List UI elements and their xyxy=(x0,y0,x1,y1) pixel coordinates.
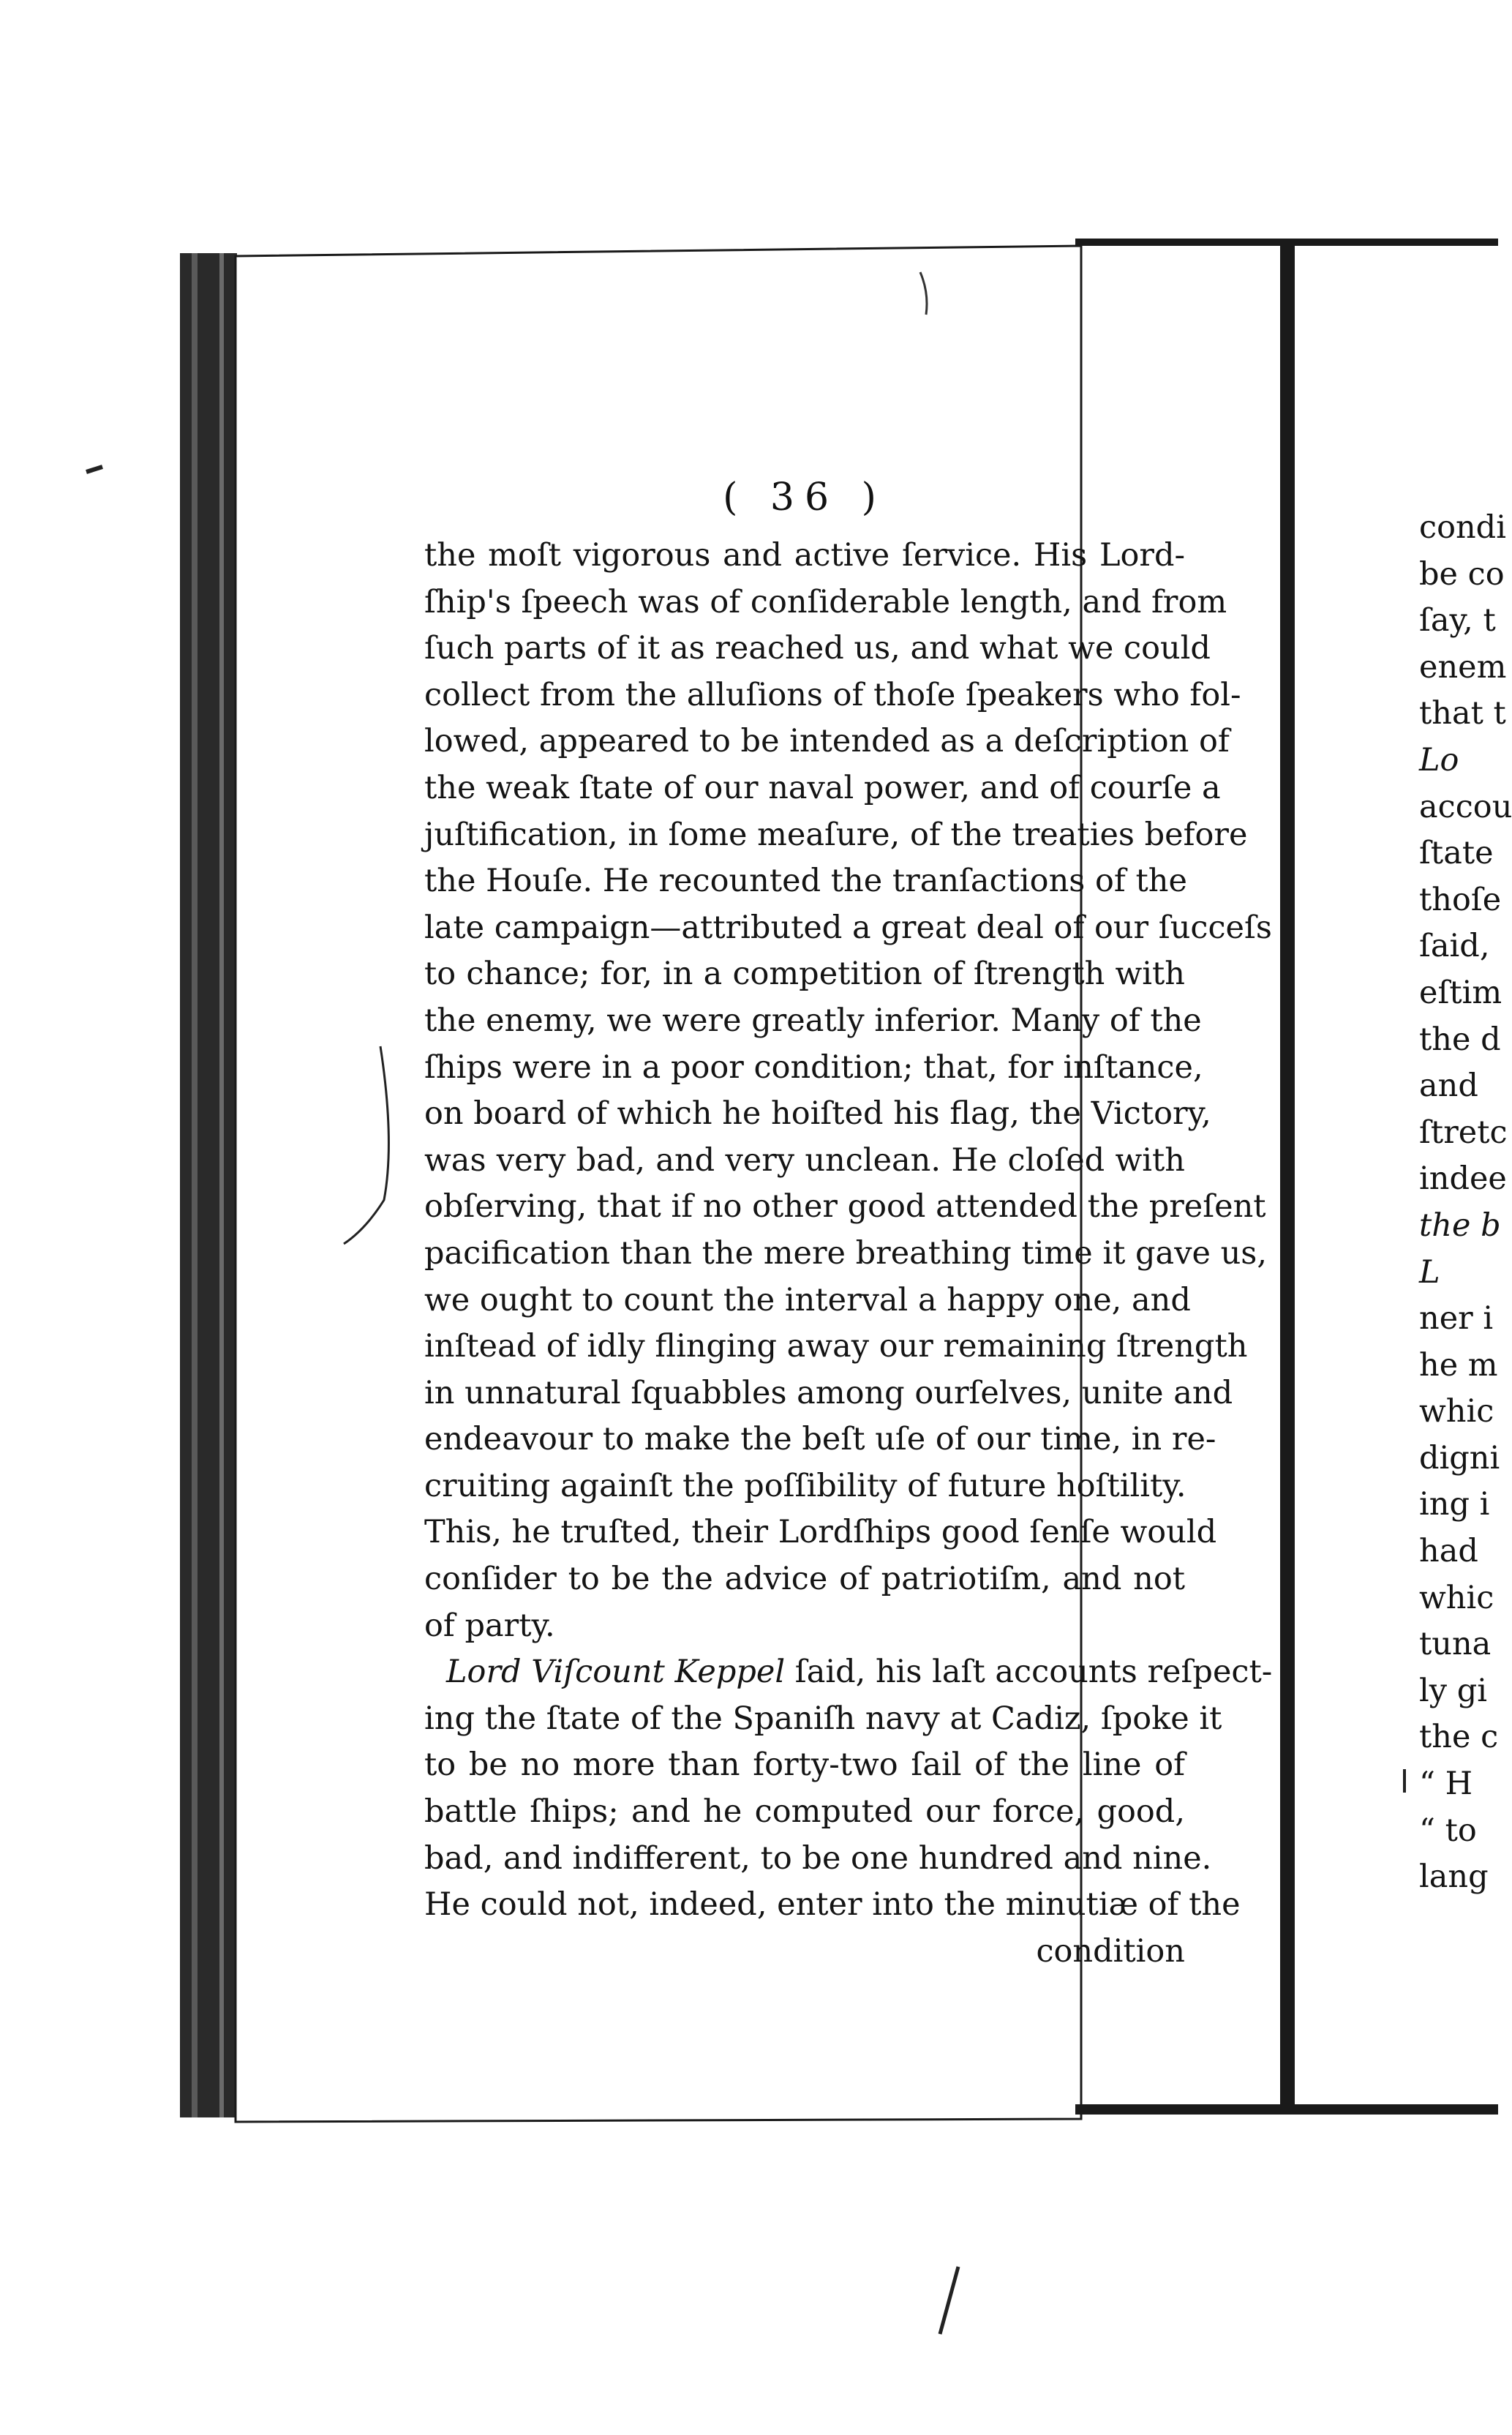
book-spine-edge xyxy=(180,253,237,2117)
text-line: cruiting againſt the poſſibility of future hoſtility. xyxy=(424,1467,1186,1504)
book-spine-edge-highlight xyxy=(192,253,198,2117)
text-line: lowed, appeared to be intended as a deſcription of xyxy=(424,723,1230,760)
facing-fragment: ſtate xyxy=(1419,835,1494,872)
facing-fragment: condi xyxy=(1419,509,1506,546)
facing-fragment: whic xyxy=(1419,1393,1494,1430)
facing-fragment: ſay, t xyxy=(1419,602,1496,639)
facing-fragment: ſaid, xyxy=(1419,928,1490,965)
text-line: battle ſhips; and he computed our force, good, xyxy=(424,1793,1185,1831)
text-line: to be no more than forty-two ſail of the line of xyxy=(424,1746,1185,1784)
text-line: obſerving, that if no other good attended the preſent xyxy=(424,1188,1266,1226)
text-line: conſider to be the advice of patriotiſm, and not xyxy=(424,1561,1185,1598)
facing-fragment: ner i xyxy=(1419,1300,1494,1337)
text-line: He could not, indeed, enter into the minutiæ of the xyxy=(424,1886,1241,1924)
facing-fragment: L xyxy=(1419,1253,1440,1291)
catchword: condition xyxy=(1036,1932,1185,1970)
paragraph-two-first-line xyxy=(424,1649,1273,1696)
left-page-text xyxy=(424,476,1273,1975)
text-line: was very bad, and very unclean. He cloſed with xyxy=(424,1141,1185,1179)
speaker-name: Lord Viſcount Keppel xyxy=(446,1654,786,1691)
facing-fragment: had xyxy=(1419,1533,1478,1570)
facing-fragment: enem xyxy=(1419,648,1507,686)
paragraph-one xyxy=(424,533,1272,1649)
paragraph-two xyxy=(424,1696,1241,1929)
text-line: to chance; for, in a competition of ſtrength with xyxy=(424,956,1185,993)
facing-fragment: indee xyxy=(1419,1160,1507,1198)
facing-fragment: and xyxy=(1419,1068,1478,1105)
text-line: late campaign—attributed a great deal of our ſucceſs xyxy=(424,909,1272,946)
text-line: in unnatural ſquabbles among ourſelves, unite and xyxy=(424,1374,1233,1411)
facing-fragment: tuna xyxy=(1419,1626,1492,1663)
book-spine-edge-shade xyxy=(219,253,224,2117)
facing-fragment: whic xyxy=(1419,1579,1494,1616)
gutter-shadow xyxy=(1280,241,1295,2112)
text-line: we ought to count the interval a happy one, and xyxy=(424,1281,1191,1318)
text-line: ſhips were in a poor condition; that, for inſtance, xyxy=(424,1048,1203,1086)
facing-fragment: be co xyxy=(1419,555,1505,593)
facing-fragment: that t xyxy=(1419,695,1506,732)
facing-fragment: digni xyxy=(1419,1439,1500,1477)
text-line: ſuch parts of it as reached us, and what we could xyxy=(424,630,1211,667)
facing-fragment: he m xyxy=(1419,1346,1498,1384)
right-page-bottom-edge xyxy=(1075,2104,1498,2115)
facing-fragment: the d xyxy=(1419,1021,1501,1058)
facing-fragment: “ H xyxy=(1419,1766,1473,1803)
facing-fragment: accou xyxy=(1419,788,1512,825)
text-line: inſtead of idly flinging away our remaining ſtrength xyxy=(424,1328,1248,1365)
text-line: This, he truſted, their Lordſhips good ſenſe would xyxy=(424,1514,1217,1551)
facing-fragment: ſtretc xyxy=(1419,1114,1508,1151)
text-line: bad, and indifferent, to be one hundred and nine. xyxy=(424,1839,1212,1877)
text-line: on board of which he hoiſted his flag, the Victory, xyxy=(424,1095,1211,1133)
text-line: ſhip's ſpeech was of conſiderable length, and from xyxy=(424,583,1227,620)
facing-fragment: lang xyxy=(1419,1858,1489,1896)
facing-fragment: thoſe xyxy=(1419,881,1502,918)
facing-page-fragments xyxy=(1419,505,1512,1901)
text-line: collect from the alluſions of thoſe ſpeakers who fol- xyxy=(424,676,1241,713)
text-line: the weak ſtate of our naval power, and of courſe a xyxy=(424,769,1221,806)
text-line: the enemy, we were greatly inferior. Many of the xyxy=(424,1002,1202,1039)
facing-fragment: eſtim xyxy=(1419,974,1502,1011)
facing-fragment: the c xyxy=(1419,1719,1499,1756)
facing-fragment: ing i xyxy=(1419,1486,1490,1523)
text-line: endeavour to make the beſt uſe of our time, in re- xyxy=(424,1421,1216,1458)
text-line: pacification than the mere breathing time it gave us, xyxy=(424,1234,1268,1272)
page-number: ( 36 ) xyxy=(723,476,887,519)
text-line: the Houſe. He recounted the tranſactions of the xyxy=(424,863,1187,900)
facing-fragment: “ to xyxy=(1419,1812,1477,1849)
facing-fragment: the b xyxy=(1419,1207,1501,1244)
text-line: of party. xyxy=(424,1607,555,1644)
text-line: ing the ſtate of the Spaniſh navy at Cadiz, ſpoke it xyxy=(424,1700,1222,1737)
paragraph-two-first-line-text: ſaid, his laſt accounts reſpect- xyxy=(785,1654,1273,1691)
text-line: juſtification, in ſome meaſure, of the treaties before xyxy=(424,816,1248,853)
facing-fragment: ly gi xyxy=(1419,1672,1487,1709)
facing-fragment: Lo xyxy=(1419,741,1459,778)
text-line: the moſt vigorous and active ſervice. His Lord- xyxy=(424,537,1185,574)
